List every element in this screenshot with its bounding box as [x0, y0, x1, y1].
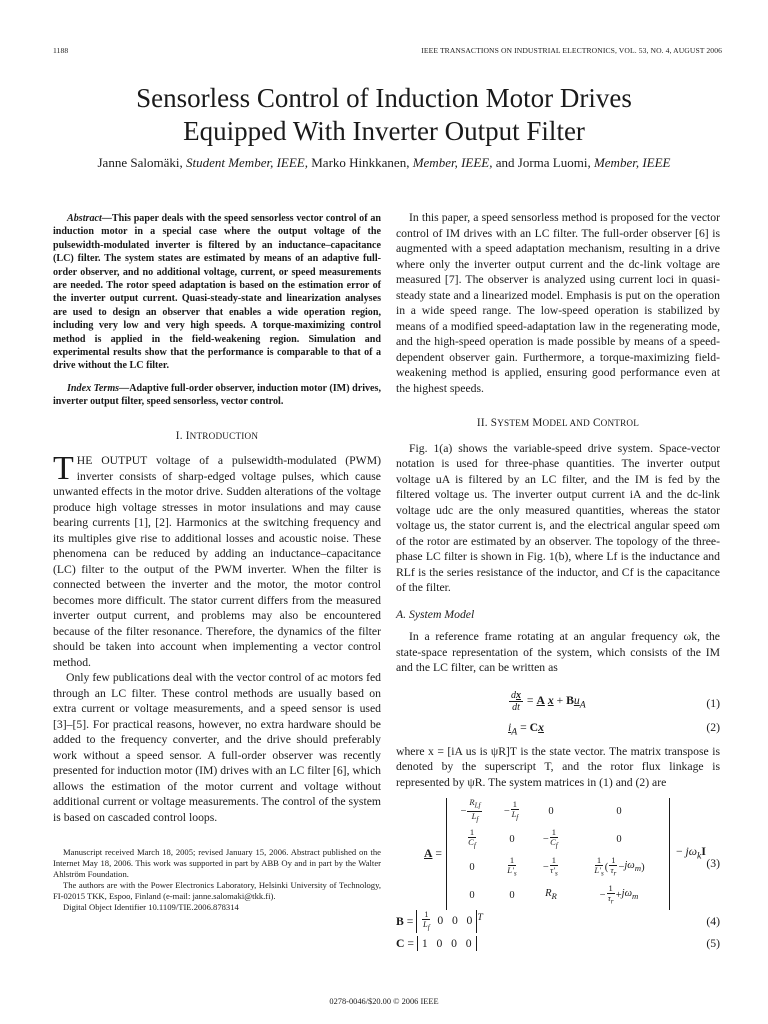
- state-vector-paragraph: where x = [iA us is ψR]T is the state vector. The matrix transpose is denoted by the superscript T, and the rotor flux linkage is represented by ψR. The system matrices in (1) and (2) are: [396, 744, 720, 789]
- section-smallcaps: ONTROL: [600, 418, 640, 428]
- section-smallcaps: NTRODUCTION: [189, 430, 259, 441]
- author-1: Janne Salomäki,: [97, 155, 183, 170]
- right-intro-paragraph: In this paper, a speed sensorless method is proposed for the vector control of IM drives with an LC filter. The full-order observer [6] is augmented with a speed adaptation mechanism, resulting in a drive where only the inverter output current and the dc-link voltage are measured [7]. The observer is analyzed using current loci in quasi-steady state and a linearized model. Emphasis is put on the operation in a wide speed range. The low-speed operation is stabilized by means of a modified speed-adaptation law in the regenerating mode, and the high-speed operation is made possible by means of a speed-dependent observer gain. Furthermore, a torque-maximizing field-weakening method is applied, ensuring good performance even at the highest speeds.: [396, 211, 720, 395]
- index-terms-label: Index Terms—: [67, 382, 130, 394]
- journal-header: IEEE TRANSACTIONS ON INDUSTRIAL ELECTRONICS, VOL. 53, NO. 4, AUGUST 2006: [421, 46, 722, 55]
- author-2: Marko Hinkkanen,: [311, 155, 410, 170]
- equation-2: $i_A = Cx$: [508, 720, 544, 737]
- equation-number-1: (1): [706, 696, 720, 710]
- title-line-2: Equipped With Inverter Output Filter: [183, 116, 585, 146]
- section-initial: I: [185, 429, 190, 442]
- footnote-manuscript: Manuscript received March 18, 2005; revised January 15, 2006. Abstract published on the Internet May 18, 2006. This work was supported in part by ABB Oy and in part by the Walter Ahlström Foundation.: [53, 847, 381, 880]
- equation-number-5: (5): [706, 936, 720, 950]
- author-3-affiliation: Member, IEEE: [593, 155, 671, 170]
- equation-number-3: (3): [706, 856, 720, 870]
- subsection-heading: A. System Model: [396, 607, 475, 621]
- author-1-affiliation: Student Member, IEEE,: [185, 155, 308, 170]
- title-line-1: Sensorless Control of Induction Motor Drives: [136, 83, 632, 113]
- intro-paragraph-1-text: HE OUTPUT voltage of a pulsewidth-modulated (PWM) inverter consists of sharp-edged voltage pulses, which cause unwanted effects in the motor drive. Sudden alterations of the voltage produce high voltage stresses in motor insulations and may cause bearing currents [1], [2]. Harmonics at the switching frequency and its multiples give rise to additional losses and acoustic noise. These phenomena can be reduced by adding an inductance–capacitance (LC) filter to the output of the PWM inverter. When the filter is connected between the inverter and the motor, the motor control becomes more difficult. The stator current differs from the measured inverter output current, and problems may also be encountered because of the filter resonance. Therefore, the dynamics of the filter should be taken into account when implementing a vector control method.: [53, 454, 381, 669]
- equation-block: [396, 682, 720, 972]
- equation-1: $\frac{dx}{dt}$ = A $x + Bu_A$: [511, 689, 586, 713]
- abstract-text: This paper deals with the speed sensorless vector control of an induction motor in a special case where the output voltage of the pulsewidth-modulated inverter is filtered by an inductance–capacitance (LC) filter. The system states are estimated by means of an adaptive full-order observer, and no additional voltage, current, or speed measurements are needed. The rotor speed adaptation is based on the estimation error of the inverter output current. Quasi-steady-state and linearization analyses are used to design an observer that enables a wide operation region, including very low and very high speeds. A torque-maximizing control method is applied in the field-weakening region. Simulation and experimental results show that the performance is comparable to that of a drive without the LC filter.: [53, 213, 381, 372]
- equation-5: C = 1 0 0 0: [396, 936, 477, 952]
- section-smallcaps: ODEL AND: [542, 418, 590, 428]
- author-3: and Jorma Luomi,: [495, 155, 591, 170]
- abstract: [53, 212, 381, 373]
- left-column: [53, 210, 381, 913]
- abstract-label: Abstract—: [67, 213, 112, 224]
- section-initial: S: [490, 417, 498, 429]
- section-numeral: II.: [476, 417, 488, 429]
- system-model-paragraph: In a reference frame rotating at an angular frequency ωk, the state-space representation of the system, which consists of the IM and the LC filter, can be written as: [396, 630, 720, 674]
- right-column: [396, 210, 720, 972]
- section-heading-introduction: [53, 429, 381, 445]
- section-numeral: I.: [175, 429, 183, 442]
- drop-cap: T: [53, 450, 74, 488]
- index-terms-text: Adaptive full-order observer, induction motor (IM) drives, inverter output filter, speed sensorless, vector control.: [53, 382, 381, 408]
- equation-number-2: (2): [706, 720, 720, 734]
- section-initial: C: [592, 417, 601, 429]
- footnote-doi: Digital Object Identifier 10.1109/TIE.2006.878314: [63, 902, 239, 913]
- copyright-line: 0278-0046/$20.00 © 2006 IEEE: [329, 997, 439, 1006]
- paper-title: [0, 82, 768, 148]
- index-terms: [53, 382, 381, 409]
- author-line: [0, 155, 768, 171]
- page-number: 1188: [53, 46, 69, 55]
- system-description-paragraph: Fig. 1(a) shows the variable-speed drive system. Space-vector notation is used for three-phase quantities. The inverter output voltage uA is filtered by an LC filter, and the IM is fed by the filtered voltage us. The inverter output current iA and the dc-link voltage udc are the only measured quantities, whereas the stator voltage us, the stator current is, and the electrical angular speed ωm of the rotor are estimated by an observer. The topology of the three-phase LC filter is shown in Fig. 1(b), where Lf is the inductance and RLf is the series resistance of the inductor, and Cf is the capacitance of the filter.: [396, 441, 720, 594]
- equation-3: A = − $\frac{R_{Lf}}{L_f}$ − $\frac{1}{L_f}$ 0 0 $\frac{1}{C_f}$ 0 − $\frac{1}{C_f}$ 0 0 $\frac{1}{L'_s}$ − $\frac{1}{\tau'_s}$ $\frac{1}{L'_s}$ ( $\frac{1}{\tau_r}$ − $j\omega_m$ ) 0 0 $R_R$ − $\frac{1}{\tau_r}$ + $j\omega_m$ − $j\omega_kI$: [424, 798, 706, 910]
- equation-number-4: (4): [706, 914, 720, 928]
- section-heading-system-model: [396, 416, 720, 432]
- footnote: [53, 847, 381, 913]
- intro-paragraph-2: Only few publications deal with the vector control of ac motors fed through an LC filter. These control methods are usually based on extra current or voltage measurements, and a speed sensor is used [3]–[5]. For practical reasons, however, no extra hardware should be added to the frequency converter, and the drive should preferably work without a speed sensor. A full-order observer was recently presented for induction motor (IM) drives with an LC filter [6], which allows the estimation of the motor current and voltage without additional current or voltage measurements. The control of the system is based on cascaded control loops.: [53, 671, 381, 824]
- footnote-affiliation: The authors are with the Power Electronics Laboratory, Helsinki University of Technology, FI-02015 TKK, Espoo, Finland (e-mail: janne.salomaki@tkk.fi).: [53, 880, 381, 902]
- author-2-affiliation: Member, IEEE,: [412, 155, 493, 170]
- section-smallcaps: YSTEM: [497, 418, 530, 428]
- equation-4: B = $\frac{1}{L_f}$ 0 0 0 $^T$: [396, 909, 483, 933]
- intro-paragraph-1: [53, 450, 381, 670]
- matrix-a: − $\frac{R_{Lf}}{L_f}$ − $\frac{1}{L_f}$ 0 0 $\frac{1}{C_f}$ 0 − $\frac{1}{C_f}$ 0 0 $\frac{1}{L'_s}$ − $\frac{1}{\tau'_s}$ $\frac{1}{L'_s}$ ( $\frac{1}{\tau_r}$ − $j\omega_m$ ) 0 0 $R_R$ − $\frac{1}{\tau_r}$ + $j\omega_m$: [446, 798, 670, 910]
- section-initial: M: [532, 417, 543, 429]
